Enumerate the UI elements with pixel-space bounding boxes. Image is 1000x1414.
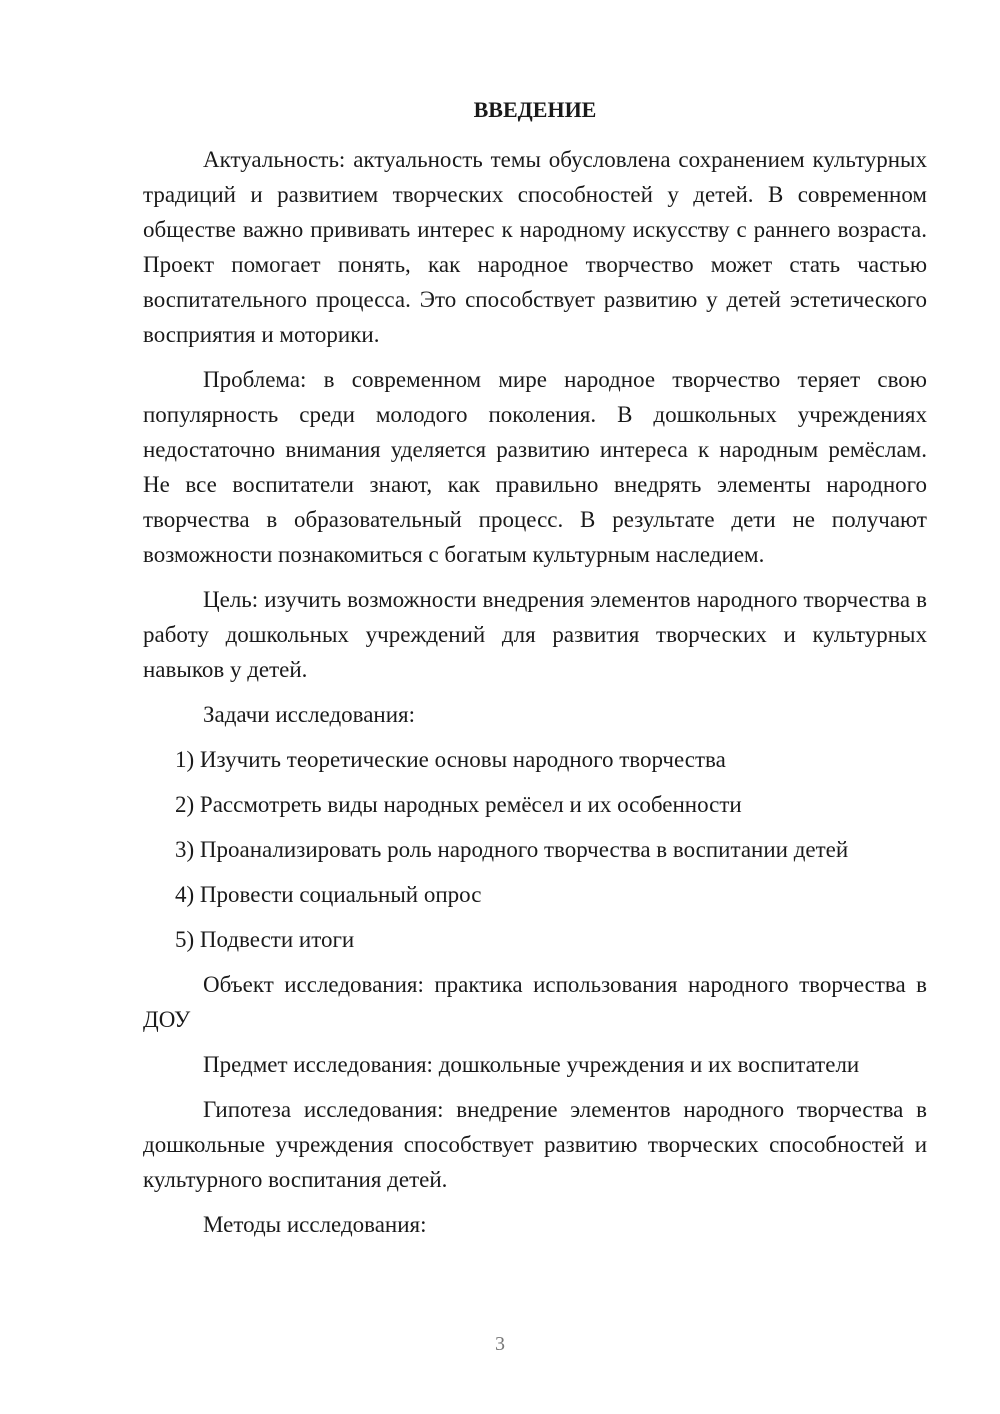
tasks-heading: Задачи исследования: [203,702,416,727]
problem-paragraph: Проблема: в современном мире народное творчество теряет свою популярность среди молодого поколения. В дошкольных учреждениях недостаточно внимания уделяется развитию интереса к народным ремёслам. Не все воспитатели знают, как правильно внедрять элементы народного творчества в образовательный процесс. В результате дети не получают возможности познакомиться с богатым культурным наследием. [143,367,927,567]
page-number: 3 [495,1333,505,1355]
document-page [143,94,927,1252]
relevance-paragraph: Актуальность: актуальность темы обусловлена сохранением культурных традиций и развитием творческих способностей у детей. В современном обществе важно прививать интерес к народному искусству с раннего возраста. Проект помогает понять, как народное творчество может стать частью воспитательного процесса. Это способствует развитию у детей эстетического восприятия и моторики. [143,147,927,347]
section-title: ВВЕДЕНИЕ [473,97,597,122]
task-item: 1) Изучить теоретические основы народного творчества [175,747,726,772]
methods-heading: Методы исследования: [203,1212,427,1237]
object-paragraph: Объект исследования: практика использования народного творчества в ДОУ [143,972,927,1032]
subject-paragraph: Предмет исследования: дошкольные учреждения и их воспитатели [203,1052,860,1077]
task-item: 3) Проанализировать роль народного творчества в воспитании детей [175,837,849,862]
task-item: 2) Рассмотреть виды народных ремёсел и их особенности [175,792,742,817]
goal-paragraph: Цель: изучить возможности внедрения элементов народного творчества в работу дошкольных учреждений для развития творческих и культурных навыков у детей. [143,587,927,682]
hypothesis-paragraph: Гипотеза исследования: внедрение элементов народного творчества в дошкольные учреждения способствует развитию творческих способностей и культурного воспитания детей. [143,1097,927,1192]
task-item: 4) Провести социальный опрос [175,882,482,907]
tasks-list [143,742,927,957]
task-item: 5) Подвести итоги [175,927,355,952]
